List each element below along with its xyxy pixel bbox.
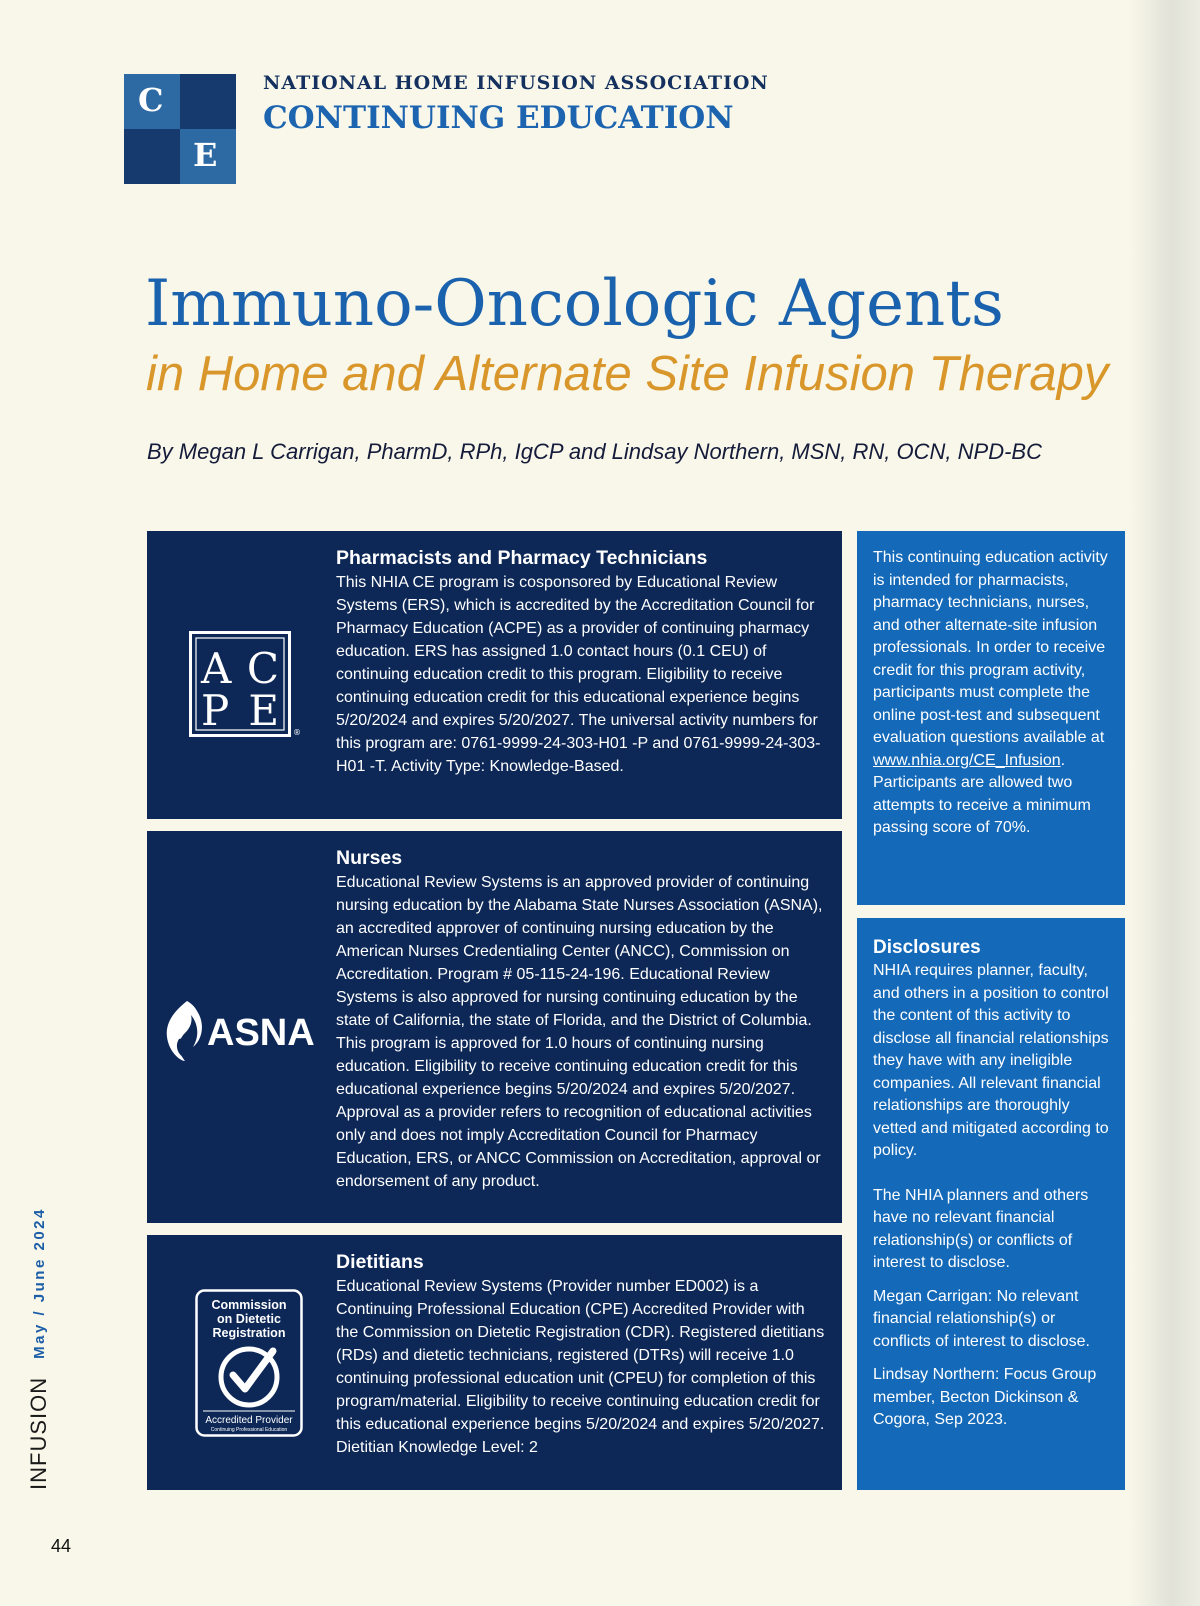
- ce-logo-letter-e: E: [193, 136, 218, 174]
- asna-logo: [159, 999, 325, 1063]
- page-number: 44: [51, 1536, 72, 1556]
- asna-logo-text: ASNA: [207, 1012, 315, 1054]
- disclosures-paragraph: The NHIA planners and others have no relevant financial relationship(s) or conflicts of interest to disclose.: [873, 1186, 1089, 1271]
- dietitians-heading: Dietitians: [336, 1251, 424, 1273]
- article-byline: By Megan L Carrigan, PharmD, RPh, IgCP and Lindsay Northern, MSN, RN, OCN, NPD-BC: [147, 439, 1042, 464]
- svg-text:®: ®: [293, 728, 301, 737]
- disclosures-heading: Disclosures: [873, 937, 981, 958]
- intro-text: This continuing education activity is intended for pharmacists, pharmacy technicians, nurses, and other alternate-site infusion professionals. In order to receive credit for this program activity, participants must complete the online post-test and subsequent evaluation questions available at: [873, 549, 1108, 746]
- acpe-logo-icon: [189, 631, 305, 741]
- dietitians-panel-body: [336, 1249, 826, 1459]
- cdr-logo-icon: [195, 1289, 303, 1437]
- nurses-text: Educational Review Systems is an approved provider of continuing nursing education by the Alabama State Nurses Association (ASNA), an accredited approver of continuing nursing education by the American Nurses Credentialing Center (ANCC), Commission on Accreditation. Program # 05-115-24-196. Educational Review Systems is also approved for nursing continuing education by the state of California, the state of Florida, and the District of Columbia. This program is approved for 1.0 hours of continuing nursing education. Eligibility to receive continuing education credit for this educational experience begins 5/20/2024 and expires 5/20/2027. Approval as a provider refers to recognition of educational activities only and does not imply Accreditation Council for Pharmacy Education, ERS, or ANCC Commission on Accreditation, approval or endorsement of any product.: [336, 874, 823, 1190]
- article-title: Immuno-Oncologic Agents: [145, 267, 1004, 341]
- asna-flame-icon: [159, 999, 325, 1063]
- article-subtitle: in Home and Alternate Site Infusion Therapy: [146, 347, 1109, 401]
- intro-tail: . Participants are allowed two attempts to receive a minimum passing score of 70%.: [873, 751, 1091, 836]
- svg-text:PE: PE: [201, 686, 279, 735]
- cdr-logo-footer-small: Continuing Professional Education: [210, 1427, 288, 1433]
- cdr-logo-line: Registration: [212, 1326, 286, 1340]
- cdr-logo-footer: Accredited Provider: [205, 1415, 293, 1426]
- pharmacists-heading: Pharmacists and Pharmacy Technicians: [336, 547, 708, 569]
- program-name: CONTINUING EDUCATION: [263, 100, 734, 136]
- ce-logo-letter-c: C: [138, 81, 164, 119]
- cdr-logo-line: on Dietetic: [217, 1312, 281, 1326]
- org-name: NATIONAL HOME INFUSION ASSOCIATION: [263, 72, 769, 94]
- disclosures-paragraph: Lindsay Northern: Focus Group member, Becton Dickinson & Cogora, Sep 2023.: [873, 1366, 1097, 1428]
- page-edge-shadow: [1130, 0, 1200, 1606]
- ce-logo: [124, 74, 236, 184]
- nurses-panel: [147, 831, 842, 1223]
- disclosures-paragraph: NHIA requires planner, faculty, and others in a position to control the content of this activity to disclose all financial relationships they have with any ineligible companies. All relevant financial relationships are thoroughly vetted and mitigated according to policy.: [873, 962, 1109, 1159]
- pharmacists-panel: [147, 531, 842, 819]
- ce-infusion-link[interactable]: www.nhia.org/CE_Infusion: [873, 751, 1061, 769]
- cdr-logo: [195, 1289, 303, 1437]
- disclosures-sidebar: [857, 918, 1125, 1490]
- magazine-name: INFUSION: [26, 1376, 51, 1490]
- ce-logo-cell: [180, 74, 236, 129]
- pharmacists-panel-body: [336, 545, 826, 778]
- dietitians-panel: [147, 1235, 842, 1490]
- cdr-logo-line: Commission: [211, 1298, 287, 1312]
- magazine-tag: [26, 1207, 52, 1490]
- nurses-heading: Nurses: [336, 847, 403, 869]
- ce-logo-cell: [124, 129, 180, 184]
- intro-sidebar: [857, 531, 1125, 905]
- svg-text:AC: AC: [201, 644, 279, 693]
- disclosures-body: [873, 936, 1117, 1432]
- pharmacists-text: This NHIA CE program is cosponsored by Educational Review Systems (ERS), which is accredited by the Accreditation Council for Pharmacy Education (ACPE) as a provider of continuing pharmacy education. ERS has assigned 1.0 contact hours (0.1 CEU) of continuing education credit to this program. Eligibility to receive continuing education credit for this educational experience begins 5/20/2024 and expires 5/20/2027. The universal activity numbers for this program are: 0761-9999-24-303-H01 -P and 0761-9999-24-303-H01 -T. Activity Type: Knowledge-Based.: [336, 574, 821, 775]
- issue-date: May / June 2024: [30, 1207, 48, 1359]
- nurses-panel-body: [336, 845, 826, 1193]
- intro-sidebar-body: [873, 547, 1117, 840]
- intro-paragraph: [873, 547, 1117, 840]
- dietitians-text: Educational Review Systems (Provider number ED002) is a Continuing Professional Education (CPE) Accredited Provider with the Commission on Dietetic Registration (CDR). Registered dietitians (RDs) and dietetic technicians, registered (DTRs) will receive 1.0 continuing professional education unit (CPEU) for completion of this program/material. Eligibility to receive continuing education credit for this educational experience begins 5/20/2024 and expires 5/20/2027. Dietitian Knowledge Level: 2: [336, 1278, 825, 1456]
- acpe-logo: [189, 631, 305, 741]
- disclosures-paragraph: Megan Carrigan: No relevant financial relationship(s) or conflicts of interest to disclose.: [873, 1287, 1090, 1350]
